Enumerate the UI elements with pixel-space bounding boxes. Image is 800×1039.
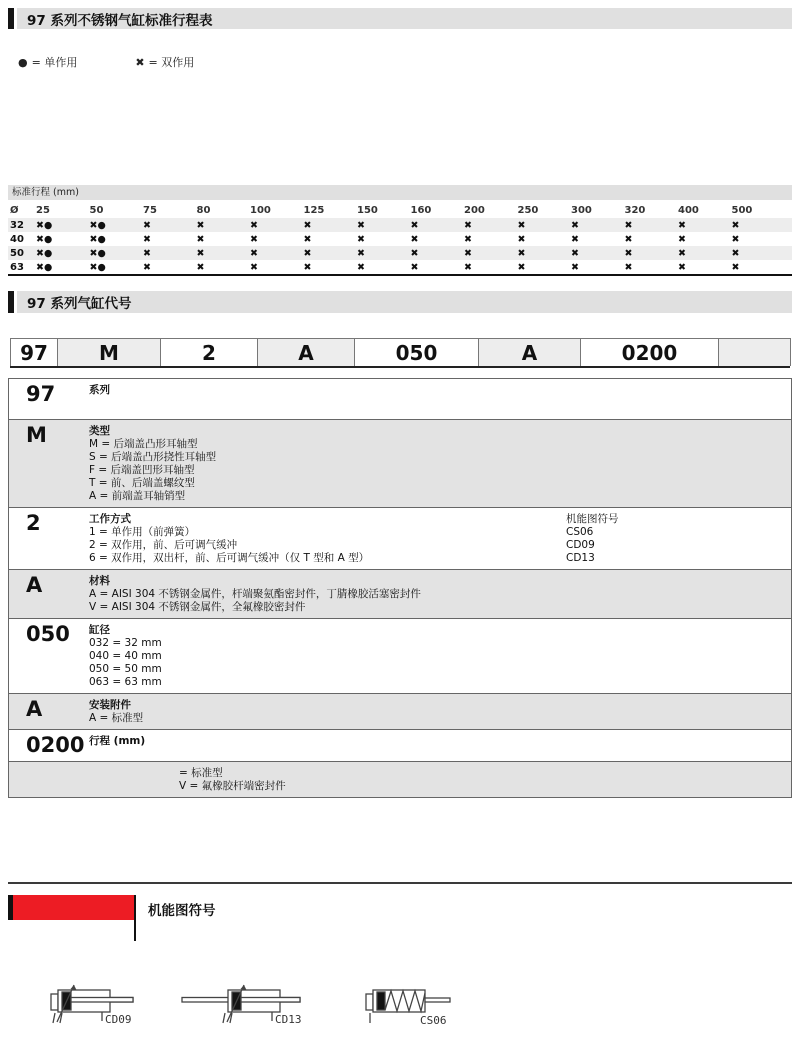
- cell: ✖●: [36, 247, 53, 259]
- cylinder-symbol-cs06: [362, 980, 462, 1028]
- option-line: 6 = 双作用，双出杆，前、后可调气缓冲（仅 T 型和 A 型）: [89, 552, 370, 564]
- legend-single-label: = 单作用: [31, 56, 78, 69]
- code-value: [9, 765, 89, 793]
- symbol-ref: CD09: [566, 539, 595, 551]
- cell: ✖: [196, 247, 205, 259]
- cell: ✖: [303, 247, 312, 259]
- cell: ✖: [731, 261, 740, 273]
- code-value: M: [26, 423, 47, 447]
- cell: ✖: [250, 247, 258, 259]
- cell: ✖: [571, 261, 579, 273]
- section-header-ordering-code: [8, 291, 792, 313]
- cell: ✖: [357, 233, 365, 245]
- cell: ✖: [143, 247, 151, 259]
- legend: [18, 54, 194, 70]
- cell: ✖: [410, 261, 419, 273]
- code-value: A: [26, 573, 43, 597]
- code-cell-bore: 050: [354, 338, 479, 366]
- table-row: [8, 246, 792, 260]
- bore-label: 32: [10, 219, 24, 231]
- col-header: 300: [571, 204, 592, 216]
- cell: ✖: [196, 261, 205, 273]
- option-line: V = AISI 304 不锈钢金属件，全氟橡胶密封件: [89, 601, 306, 613]
- col-header: 150: [357, 204, 378, 216]
- pneumatic-cylinder-spring-icon: [362, 980, 462, 1028]
- cell: ✖●: [36, 261, 53, 273]
- option-line: V = 氟橡胶杆端密封件: [179, 780, 286, 792]
- code-value: 2: [26, 511, 41, 535]
- col-header: 80: [196, 204, 211, 216]
- cell: ✖: [464, 219, 472, 231]
- red-accent-bar: [8, 895, 135, 920]
- cell: ✖: [731, 219, 740, 231]
- option-line: T = 前、后端盖螺纹型: [89, 477, 195, 489]
- cell: ✖: [571, 219, 579, 231]
- col-header: 320: [624, 204, 646, 216]
- col-header: 125: [303, 204, 325, 216]
- col-header: 400: [678, 204, 699, 216]
- code-row-title: 系列: [89, 384, 110, 396]
- cell: ✖: [357, 261, 365, 273]
- legend-single-acting: [18, 54, 77, 70]
- diagram-label: CD13: [275, 1013, 302, 1026]
- code-cell-mounting: A: [478, 338, 581, 366]
- cell: ✖: [731, 247, 740, 259]
- table-row: [8, 232, 792, 246]
- symbol-ref: CS06: [566, 526, 594, 538]
- cell: ✖: [143, 219, 151, 231]
- col-header: 200: [464, 204, 485, 216]
- table-row: [8, 260, 792, 274]
- option-line: 032 = 32 mm: [89, 637, 162, 649]
- code-value: 97: [26, 382, 56, 406]
- option-line: 2 = 双作用，前、后可调气缓冲: [89, 539, 238, 551]
- section-title: 97 系列不锈钢气缸标准行程表: [17, 8, 792, 29]
- cell: ✖: [196, 219, 205, 231]
- code-row-series: [9, 379, 791, 419]
- code-cell-material: A: [257, 338, 355, 366]
- cell: ✖: [357, 219, 365, 231]
- option-line: 040 = 40 mm: [89, 650, 162, 662]
- header-accent-bar: [8, 8, 14, 29]
- function-symbol-refs: [566, 513, 619, 565]
- diagram-label: CS06: [420, 1014, 447, 1027]
- cell: ✖: [678, 233, 686, 245]
- cell: ✖: [624, 261, 633, 273]
- code-row-bore: [9, 618, 791, 693]
- cell: ✖: [196, 233, 205, 245]
- cell: ✖: [357, 247, 365, 259]
- col-header: 250: [517, 204, 539, 216]
- cell: ✖: [624, 219, 633, 231]
- option-line: A = AISI 304 不锈钢金属件，杆端聚氨酯密封件，丁腈橡胶活塞密封件: [89, 588, 421, 600]
- legend-double-acting: [135, 54, 194, 70]
- code-row-mounting: [9, 693, 791, 729]
- legend-double-label: = 双作用: [148, 56, 195, 69]
- cell: ✖: [571, 233, 579, 245]
- cell: ✖: [464, 247, 472, 259]
- cell: ✖: [250, 233, 258, 245]
- option-line: 050 = 50 mm: [89, 663, 162, 675]
- table-row: [8, 218, 792, 232]
- header-accent-bar: [8, 291, 14, 313]
- horizontal-rule: [8, 882, 792, 884]
- section-header-stroke-table: [8, 8, 792, 29]
- cell: ✖: [250, 261, 258, 273]
- code-row-variant: [9, 761, 791, 797]
- code-row-title: 安装附件: [89, 699, 131, 711]
- cell: ✖: [678, 247, 686, 259]
- cross-icon: ✖: [135, 56, 145, 69]
- cell: ✖: [624, 247, 633, 259]
- code-row-operation: [9, 507, 791, 569]
- cell: ✖: [571, 247, 579, 259]
- code-row-title: 类型: [89, 425, 110, 437]
- code-row-title: 行程 (mm): [89, 735, 146, 747]
- code-cell-stroke: 0200: [580, 338, 719, 366]
- cell: ✖: [464, 261, 472, 273]
- code-cell-series: 97: [10, 338, 58, 366]
- vertical-divider: [134, 895, 136, 941]
- bore-label: 50: [10, 247, 24, 259]
- option-line: A = 标准型: [89, 712, 144, 724]
- code-row-material: [9, 569, 791, 618]
- code-row-title: 缸径: [89, 624, 110, 636]
- cell: ✖: [517, 219, 526, 231]
- option-line: S = 后端盖凸形挠性耳轴型: [89, 451, 217, 463]
- code-cell-variant: [718, 338, 791, 366]
- col-header: 100: [250, 204, 271, 216]
- col-header: 75: [143, 204, 157, 216]
- cell: ✖: [731, 233, 740, 245]
- cell: ✖: [303, 261, 312, 273]
- code-cell-operation: 2: [160, 338, 258, 366]
- bore-label: 63: [10, 261, 24, 273]
- code-row-stroke: [9, 729, 791, 761]
- cell: ✖: [143, 233, 151, 245]
- cell: ✖: [410, 219, 419, 231]
- cell: ✖: [517, 247, 526, 259]
- code-explanation-table: [8, 378, 792, 798]
- cell: ✖: [410, 247, 419, 259]
- dot-icon: ●: [18, 56, 28, 69]
- col-header: 500: [731, 204, 753, 216]
- code-row-type: [9, 419, 791, 507]
- cell: ✖: [517, 261, 526, 273]
- cell: ✖: [678, 219, 686, 231]
- cylinder-symbol-cd09: [45, 980, 145, 1028]
- code-row-title: 工作方式: [89, 513, 131, 525]
- col-header: 25: [36, 204, 50, 216]
- code-value: A: [26, 697, 43, 721]
- stroke-table-title: 标准行程 (mm): [8, 185, 792, 200]
- option-line: F = 后端盖凹形耳轴型: [89, 464, 195, 476]
- option-line: = 标准型: [179, 767, 223, 779]
- cell: ✖●: [89, 247, 106, 259]
- col-header: Ø: [10, 204, 19, 216]
- cell: ✖: [303, 219, 312, 231]
- cell: ✖●: [89, 219, 106, 231]
- cell: ✖●: [36, 233, 53, 245]
- code-value: 0200: [26, 733, 85, 757]
- option-line: M = 后端盖凸形耳轴型: [89, 438, 198, 450]
- col-header: 160: [410, 204, 432, 216]
- stroke-table-header-row: [8, 202, 792, 218]
- function-symbols-title: 机能图符号: [148, 903, 216, 919]
- option-line: 063 = 63 mm: [89, 676, 162, 688]
- cell: ✖: [250, 219, 258, 231]
- cell: ✖: [517, 233, 526, 245]
- symbol-ref: CD13: [566, 552, 595, 564]
- cell: ✖: [303, 233, 312, 245]
- cell: ✖: [624, 233, 633, 245]
- code-value: 050: [26, 622, 70, 646]
- function-symbol-refs-title: 机能图符号: [566, 513, 619, 525]
- code-row-title: 材料: [89, 575, 110, 587]
- col-header: 50: [89, 204, 104, 216]
- cell: ✖●: [36, 219, 53, 231]
- cell: ✖: [410, 233, 419, 245]
- cell: ✖●: [89, 261, 106, 273]
- cell: ✖: [143, 261, 151, 273]
- option-line: 1 = 单作用（前弹簧）: [89, 526, 196, 538]
- code-cell-type: M: [57, 338, 161, 366]
- standard-stroke-table: [8, 185, 792, 276]
- bore-label: 40: [10, 233, 24, 245]
- cell: ✖: [464, 233, 472, 245]
- cell: ✖: [678, 261, 686, 273]
- cell: ✖●: [89, 233, 106, 245]
- cylinder-symbol-cd13: [180, 980, 305, 1028]
- diagram-label: CD09: [105, 1013, 132, 1026]
- option-line: A = 前端盖耳轴销型: [89, 490, 186, 502]
- section-title: 97 系列气缸代号: [17, 291, 792, 313]
- ordering-code-bar: [10, 338, 790, 368]
